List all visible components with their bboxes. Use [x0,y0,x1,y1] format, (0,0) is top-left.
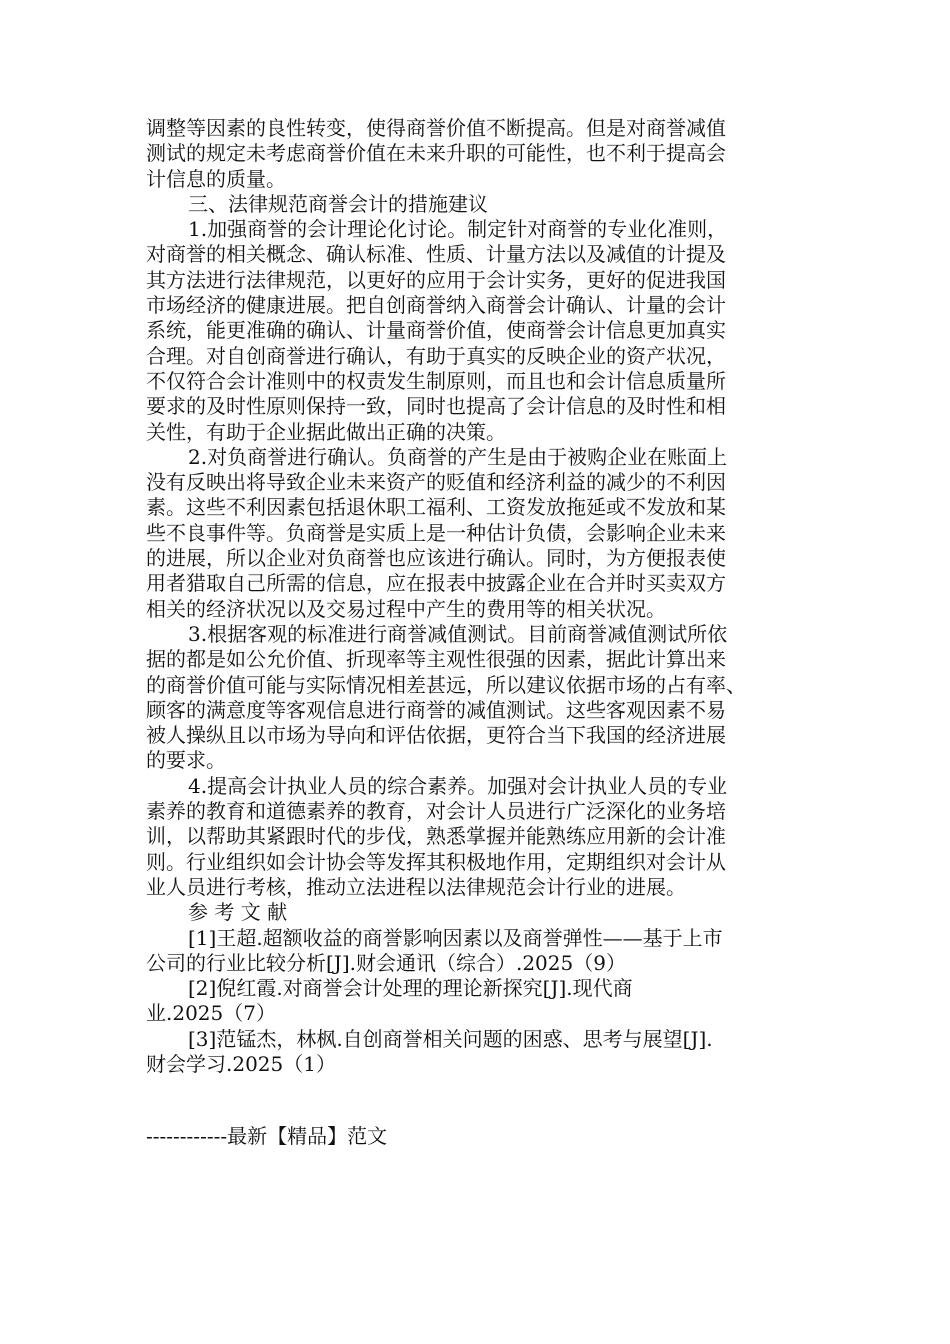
reference-line: [1]王超.超额收益的商誉影响因素以及商誉弹性——基于上市 [188,925,723,950]
text-line: 素养的教育和道德素养的教育，对会计人员进行广泛深化的业务培 [146,799,726,824]
text-line: 的要求。 [146,748,226,773]
section-heading [146,192,826,217]
text-line: 的商誉价值可能与实际情况相差甚远，所以建议依据市场的占有率、 [146,672,746,697]
text-line: 1.加强商誉的会计理论化讨论。制定针对商誉的专业化准则， [188,217,728,242]
text-line: 用者猎取自己所需的信息，应在报表中披露企业在合并时买卖双方 [146,571,726,596]
text-line: 测试的规定未考虑商誉价值在未来升职的可能性，也不利于提高会 [146,141,726,166]
text-line: 其方法进行法律规范，以更好的应用于会计实务，更好的促进我国 [146,267,726,292]
document-page [146,116,826,1077]
text-line: 顾客的满意度等客观信息进行商誉的减值测试。这些客观因素不易 [146,697,726,722]
text-line: 市场经济的健康进展。把自创商誉纳入商誉会计确认、计量的会计 [146,293,726,318]
text-line: 则。行业组织如会计协会等发挥其积极地作用，定期组织对会计从 [146,849,726,874]
text-line: 业人员进行考核，推动立法进程以法律规范会计行业的进展。 [146,874,686,899]
paragraph-1 [146,217,826,445]
reference-line: 公司的行业比较分析[J].财会通讯（综合）.2025（9） [146,950,626,975]
text-line: 系统，能更准确的确认、计量商誉价值，使商誉会计信息更加真实 [146,318,726,343]
text-line: 调整等因素的良性转变，使得商誉价值不断提高。但是对商誉减值 [146,116,726,140]
text-line: 3.根据客观的标准进行商誉减值测试。目前商誉减值测试所依 [188,621,728,646]
reference-line: 业.2025（7） [146,1001,276,1026]
text-line: 素。这些不利因素包括退休职工福利、工资发放拖延或不发放和某 [146,495,726,520]
text-line: 据的都是如公允价值、折现率等主观性很强的因素，据此计算出来 [146,647,726,672]
text-line: 被人操纵且以市场为导向和评估依据，更符合当下我国的经济进展 [146,723,726,748]
text-line: 不仅符合会计准则中的权责发生制原则，而且也和会计信息质量所 [146,368,726,393]
text-line: 些不良事件等。负商誉是实质上是一种估计负债，会影响企业未来 [146,520,726,545]
reference-1 [146,926,826,977]
text-line: 2.对负商誉进行确认。负商誉的产生是由于被购企业在账面上 [188,444,728,469]
text-line: 4.提高会计执业人员的综合素养。加强对会计执业人员的专业 [188,773,728,798]
text-line: 相关的经济状况以及交易过程中产生的费用等的相关状况。 [146,596,666,621]
reference-line: 财会学习.2025（1） [146,1051,336,1076]
references-heading [146,900,826,925]
footer-banner: ------------最新【精品】范文 [146,1124,388,1148]
text-line: 计信息的质量。 [146,166,286,191]
paragraph-3 [146,622,826,774]
paragraph-2 [146,445,826,622]
text-line: 训，以帮助其紧跟时代的步伐，熟悉掌握并能熟练应用新的会计准 [146,824,726,849]
reference-2 [146,976,826,1027]
text-line: 合理。对自创商誉进行确认，有助于真实的反映企业的资产状况， [146,343,726,368]
text-line: 对商誉的相关概念、确认标准、性质、计量方法以及减值的计提及 [146,242,726,267]
text-line: 没有反映出将导致企业未来资产的贬值和经济利益的减少的不利因 [146,470,726,495]
intro-paragraph [146,116,826,192]
text-line: 关性，有助于企业据此做出正确的决策。 [146,419,506,444]
reference-line: [2]倪红霞.对商誉会计处理的理论新探究[J].现代商 [188,976,633,1001]
references-heading-text: 参 考 文 献 [188,900,288,925]
text-line: 的进展，所以企业对负商誉也应该进行确认。同时，为方便报表使 [146,546,726,571]
section-heading-text: 三、法律规范商誉会计的措施建议 [188,191,488,216]
reference-3 [146,1027,826,1078]
paragraph-4 [146,774,826,900]
reference-line: [3]范锰杰，林枫.自创商誉相关问题的困惑、思考与展望[J]. [188,1026,713,1051]
text-line: 要求的及时性原则保持一致，同时也提高了会计信息的及时性和相 [146,394,726,419]
